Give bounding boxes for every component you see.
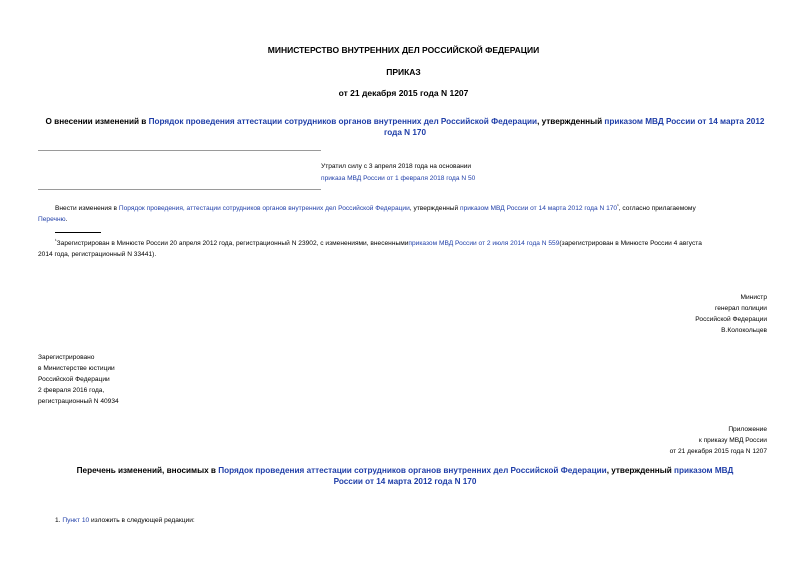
- item-1-link-point-10[interactable]: Пункт 10: [62, 517, 90, 524]
- registration-line: Российской Федерации: [38, 376, 110, 383]
- ministry-heading: МИНИСТЕРСТВО ВНУТРЕННИХ ДЕЛ РОССИЙСКОЙ ФЕДЕРАЦИИ: [267, 45, 540, 55]
- footnote-separator: [55, 232, 101, 233]
- body-mid: , утвержденный: [409, 205, 461, 213]
- footnote-ref[interactable]: ¹: [617, 203, 619, 209]
- body-end: .: [65, 216, 68, 223]
- title-middle: , утвержденный: [537, 117, 605, 126]
- appendix-title-link-order-cont[interactable]: России от 14 марта 2012 года N 170: [333, 477, 477, 486]
- appendix-line: к приказу МВД России: [698, 437, 767, 444]
- appendix-line: Приложение: [728, 426, 767, 433]
- title-link-procedure[interactable]: Порядок проведения аттестации сотрудников органов внутренних дел Российской Федерации: [148, 117, 538, 126]
- footnote-text1: Зарегистрирован в Минюсте России 20 апреля 2012 года, регистрационный N 23902, с изменениями, внесенными: [56, 240, 409, 248]
- body-link-list[interactable]: Перечню: [38, 216, 66, 223]
- appendix-title: [30, 465, 780, 487]
- body-paragraph-line1: [55, 201, 775, 214]
- footnote-line2: 2014 года, регистрационный N 33441).: [38, 251, 157, 258]
- appendix-line: от 21 декабря 2015 года N 1207: [669, 448, 767, 455]
- signature-line: В.Колокольцев: [721, 327, 767, 334]
- body-paragraph-line2: [38, 214, 67, 225]
- signature-block: [695, 292, 767, 336]
- registration-line: Зарегистрировано: [38, 354, 95, 361]
- divider-bottom: [38, 189, 321, 190]
- footnote-link-order-559[interactable]: приказом МВД России от 2 июля 2014 года N 559: [408, 240, 560, 248]
- body-suffix: , согласно прилагаемому: [618, 205, 696, 213]
- item-1-text: изложить в следующей редакции:: [89, 517, 195, 524]
- item-1: [55, 515, 195, 526]
- appendix-title-link-procedure[interactable]: Порядок проведения аттестации сотрудников органов внутренних дел Российской Федерации: [218, 466, 607, 475]
- appendix-title-link-order[interactable]: приказом МВД: [674, 466, 734, 475]
- doc-type-heading: ПРИКАЗ: [386, 67, 421, 77]
- signature-line: Министр: [740, 294, 767, 301]
- body-prefix: Внести изменения в: [55, 205, 119, 213]
- title-link-order-170[interactable]: приказом МВД России от 14 марта 2012 года N 170: [383, 117, 765, 137]
- appendix-title-prefix: Перечень изменений, вносимых в: [76, 466, 219, 475]
- title-prefix: О внесении изменений в: [45, 117, 149, 126]
- signature-line: генерал полиции: [714, 305, 767, 312]
- item-1-number: 1.: [55, 517, 63, 524]
- registration-line: в Министерстве юстиции: [38, 365, 115, 372]
- footnote-marker: ¹: [55, 238, 57, 244]
- appendix-title-middle: , утвержденный: [606, 466, 675, 475]
- document-title: [40, 116, 770, 138]
- status-note-link[interactable]: приказа МВД России от 1 февраля 2018 года N 50: [321, 175, 476, 182]
- appendix-block: [670, 424, 767, 457]
- registration-line: 2 февраля 2016 года,: [38, 387, 105, 394]
- registration-line: регистрационный N 40934: [38, 398, 119, 405]
- body-link-order-170[interactable]: приказом МВД России от 14 марта 2012 года N 170: [460, 205, 618, 213]
- doc-date-number: от 21 декабря 2015 года N 1207: [338, 88, 469, 98]
- registration-block: [38, 352, 119, 407]
- footnote-line1: [55, 236, 775, 249]
- divider-top: [38, 150, 321, 151]
- signature-line: Российской Федерации: [695, 316, 767, 323]
- status-note-line1: Утратил силу с 3 апреля 2018 года на основании: [321, 163, 472, 170]
- footnote-text2: (зарегистрирован в Минюсте России 4 августа: [559, 240, 702, 248]
- body-link-procedure[interactable]: Порядок проведения, аттестации сотрудников органов внутренних дел Российской Федерации: [118, 205, 410, 213]
